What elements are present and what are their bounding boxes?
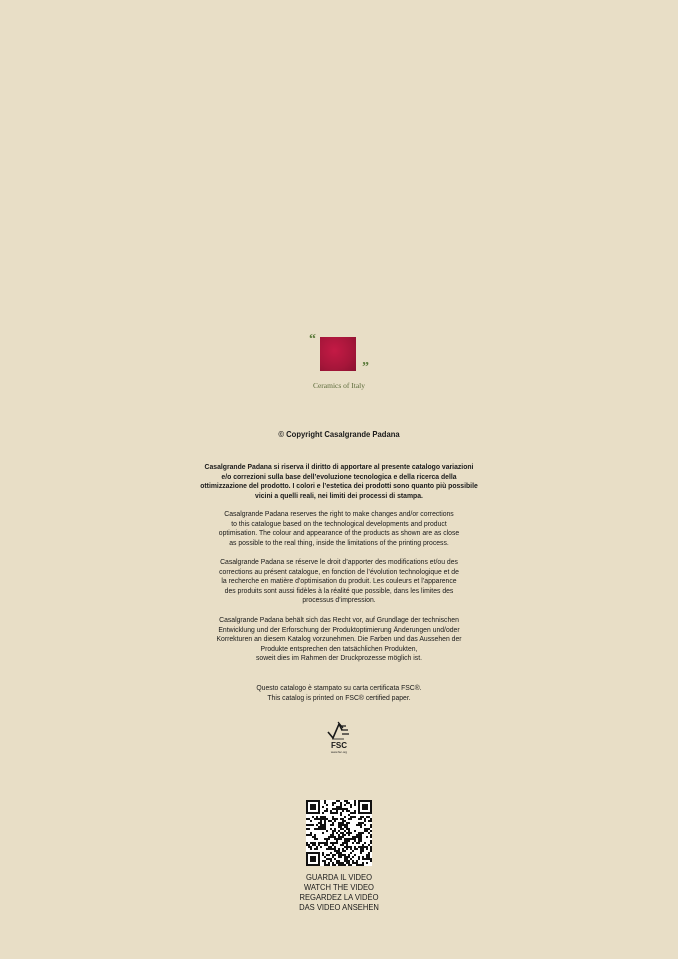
text-line: la recherche en matière d’optimisation du produit. Les couleurs et l’apparence <box>221 576 457 586</box>
fsc-sublabel: www.fsc.org <box>330 750 348 754</box>
text-line: Casalgrande Padana reserves the right to make changes and/or corrections <box>224 509 454 518</box>
qr-code[interactable] <box>0 800 678 866</box>
qr-code-icon[interactable] <box>306 800 372 866</box>
video-line: REGARDEZ LA VIDÉO <box>299 893 379 902</box>
text-line: optimisation. The colour and appearance of the products as shown are as close <box>218 528 460 538</box>
disclaimer-german <box>0 615 678 663</box>
text-line: ottimizzazione del prodotto. I colori e l’estetica dei prodotti sono quanto più possibile <box>200 481 478 491</box>
text-line: Questo catalogo è stampato su carta certificata FSC®. <box>256 683 422 692</box>
disclaimer-french <box>0 557 678 605</box>
text-line: e/o correzioni sulla base dell’evoluzione tecnologica e della ricerca della <box>221 471 457 481</box>
ceramics-of-italy-logo <box>0 334 678 390</box>
text-line: Casalgrande Padana si riserva il diritto di apportare al presente catalogo variazioni <box>204 462 474 471</box>
video-line: WATCH THE VIDEO <box>304 883 374 892</box>
text-line: Entwicklung und der Erforschung der Produktoptimierung Änderungen und/oder <box>218 624 460 634</box>
text-line: as possible to the real thing, inside the limitations of the printing process. <box>229 537 449 547</box>
logo-open-quote: “ <box>309 332 316 347</box>
fsc-tree-icon <box>324 718 354 754</box>
disclaimer-italian <box>0 462 678 500</box>
text-line: Produkte entsprechen den tatsächlichen Produkten, <box>260 643 418 653</box>
logo-tagline: Ceramics of Italy <box>312 381 366 390</box>
video-line: GUARDA IL VIDEO <box>305 873 373 882</box>
logo-close-quote: ” <box>362 360 369 375</box>
text-line: des produits sont aussi fidèles à la réalité que possible, dans les limites des <box>224 585 454 595</box>
disclaimer-english <box>0 509 678 547</box>
logo-mark <box>309 334 369 374</box>
text-line: corrections au présent catalogue, en fonction de l’évolution technologique et de <box>219 566 459 576</box>
fsc-statement <box>0 683 678 702</box>
video-line: DAS VIDEO ANSEHEN <box>299 903 379 912</box>
copyright-notice: © Copyright Casalgrande Padana <box>278 429 400 439</box>
text-line: Casalgrande Padana behält sich das Recht vor, auf Grundlage der technischen <box>219 615 459 624</box>
text-line: Korrekturen an diesem Katalog vorzunehmen. Die Farben und das Aussehen der <box>216 634 462 644</box>
fsc-label: FSC <box>331 741 347 750</box>
watch-video-caption <box>0 873 678 913</box>
text-line: soweit dies im Rahmen der Druckprozesse möglich ist. <box>256 653 422 663</box>
fsc-logo <box>0 718 678 754</box>
logo-square-icon <box>320 337 356 371</box>
text-line: processus d’impression. <box>302 595 376 605</box>
text-line: Casalgrande Padana se réserve le droit d’apporter des modifications et/ou des <box>220 557 458 566</box>
text-line: vicini a quelli reali, nei limiti dei processi di stampa. <box>255 490 423 500</box>
text-line: to this catalogue based on the technological developments and product <box>231 518 447 528</box>
text-line: This catalog is printed on FSC® certified paper. <box>267 692 411 702</box>
